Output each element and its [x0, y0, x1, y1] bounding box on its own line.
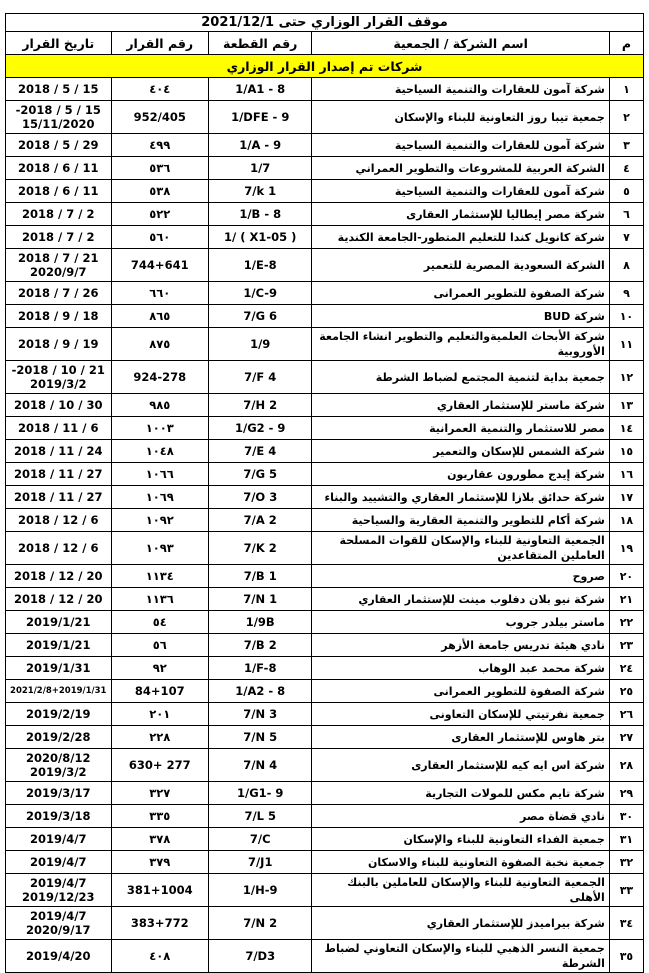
plot-number-cell: 1/F-8: [208, 657, 311, 680]
decision-date-cell: 2018 / 12 / 20: [6, 565, 112, 588]
row-number-cell: ٣٢: [609, 851, 643, 874]
decision-number-cell: ٥٣٨: [111, 180, 208, 203]
company-name-cell: جمعية نفرتيتي للإسكان التعاونى: [312, 703, 609, 726]
row-number-cell: ١٧: [609, 486, 643, 509]
plot-number-cell: 1/B - 8: [208, 203, 311, 226]
decision-status-table: [5, 13, 644, 973]
row-number-cell: ١٤: [609, 417, 643, 440]
row-number-cell: ١٨: [609, 509, 643, 532]
company-name-cell: صروح: [312, 565, 609, 588]
decision-number-cell: 744+641: [111, 249, 208, 282]
decision-date-cell: 2019/4/20: [6, 940, 112, 973]
table-row: [6, 749, 644, 782]
row-number-cell: ٩: [609, 282, 643, 305]
decision-date-cell: 2019/2/28: [6, 726, 112, 749]
company-name-cell: شركة تايم مكس للمولات التجارية: [312, 782, 609, 805]
table-row: [6, 282, 644, 305]
decision-number-cell: 84+107: [111, 680, 208, 703]
decision-date-cell: 2018 / 12 / 20: [6, 588, 112, 611]
table-row: [6, 532, 644, 565]
company-name-cell: شركة آمون للعقارات والتنمية السياحية: [312, 180, 609, 203]
row-number-cell: ١٦: [609, 463, 643, 486]
decision-number-cell: ١٠٠٣: [111, 417, 208, 440]
plot-number-cell: 1/9B: [208, 611, 311, 634]
decision-number-cell: ٢٢٨: [111, 726, 208, 749]
col-header-date: تاريخ القرار: [6, 32, 112, 55]
row-number-cell: ٤: [609, 157, 643, 180]
col-header-name: اسم الشركة / الجمعية: [312, 32, 609, 55]
row-number-cell: ٥: [609, 180, 643, 203]
decision-date-cell: 2019/1/21: [6, 634, 112, 657]
decision-date-cell: 2018 / 5 / 29: [6, 134, 112, 157]
row-number-cell: ٣٤: [609, 907, 643, 940]
decision-number-cell: ٣٢٧: [111, 782, 208, 805]
decision-date-cell: 2018 / 11 / 27: [6, 486, 112, 509]
plot-number-cell: 7/N 1: [208, 588, 311, 611]
page-title: موقف القرار الوزاري حتى 2021/12/1: [6, 14, 644, 32]
table-row: [6, 805, 644, 828]
row-number-cell: ٣٥: [609, 940, 643, 973]
decision-date-cell: 2018 / 6 / 11: [6, 180, 112, 203]
row-number-cell: ٢٢: [609, 611, 643, 634]
decision-number-cell: 381+1004: [111, 874, 208, 907]
decision-date-cell: 2019/2/19: [6, 703, 112, 726]
row-number-cell: ٢١: [609, 588, 643, 611]
decision-number-cell: ١١٣٦: [111, 588, 208, 611]
table-row: [6, 249, 644, 282]
col-header-index: م: [609, 32, 643, 55]
table-row: [6, 180, 644, 203]
decision-date-cell: 2018 / 9 / 18: [6, 305, 112, 328]
table-row: [6, 463, 644, 486]
plot-number-cell: 7/G 6: [208, 305, 311, 328]
company-name-cell: جمعية بداية لتنمية المجتمع لضباط الشرطة: [312, 361, 609, 394]
table-row: [6, 101, 644, 134]
decision-number-cell: ٢٠١: [111, 703, 208, 726]
table-row: [6, 78, 644, 101]
decision-date-cell: 2019/4/7 2020/9/17: [6, 907, 112, 940]
row-number-cell: ٢٤: [609, 657, 643, 680]
plot-number-cell: 7/A 2: [208, 509, 311, 532]
company-name-cell: شركة آمون للعقارات والتنمية السياحية: [312, 78, 609, 101]
plot-number-cell: 1/G2 - 9: [208, 417, 311, 440]
table-row: [6, 440, 644, 463]
decision-number-cell: ٥٦: [111, 634, 208, 657]
decision-number-cell: 383+772: [111, 907, 208, 940]
row-number-cell: ١٩: [609, 532, 643, 565]
plot-number-cell: 1/7: [208, 157, 311, 180]
row-number-cell: ٣٠: [609, 805, 643, 828]
company-name-cell: شركة BUD: [312, 305, 609, 328]
table-row: [6, 657, 644, 680]
row-number-cell: ٢٥: [609, 680, 643, 703]
company-name-cell: الشركة السعودية المصرية للتعمير: [312, 249, 609, 282]
plot-number-cell: 7/k 1: [208, 180, 311, 203]
table-row: [6, 361, 644, 394]
company-name-cell: شركة الصفوة للتطوير العمرانى: [312, 282, 609, 305]
table-row: [6, 328, 644, 361]
decision-number-cell: ٥٦٠: [111, 226, 208, 249]
company-name-cell: شركة الأبحاث العلميةوالتعليم والتطوير انشاء الجامعة الأوروبية: [312, 328, 609, 361]
decision-date-cell: 2018 / 6 / 11: [6, 157, 112, 180]
plot-number-cell: 7/E 4: [208, 440, 311, 463]
decision-date-cell: 2018 / 7 / 2: [6, 226, 112, 249]
company-name-cell: بتر هاوس للإستثمار العقارى: [312, 726, 609, 749]
decision-date-cell: 2019/4/7: [6, 828, 112, 851]
row-number-cell: ٨: [609, 249, 643, 282]
company-name-cell: الجمعية التعاونية للبناء والإسكان للعاملين بالبنك الأهلى: [312, 874, 609, 907]
plot-number-cell: 1/A - 9: [208, 134, 311, 157]
row-number-cell: ٢٠: [609, 565, 643, 588]
decision-date-cell: 2019/4/7: [6, 851, 112, 874]
plot-number-cell: 7/N 3: [208, 703, 311, 726]
row-number-cell: ١٣: [609, 394, 643, 417]
table-row: [6, 940, 644, 973]
row-number-cell: ٢٨: [609, 749, 643, 782]
table-row: [6, 611, 644, 634]
decision-date-cell: -2018 / 10 / 21 2019/3/2: [6, 361, 112, 394]
decision-number-cell: ٩٢: [111, 657, 208, 680]
row-number-cell: ٦: [609, 203, 643, 226]
plot-number-cell: 7/C: [208, 828, 311, 851]
company-name-cell: شركة حدائق بلازا للإستثمار العقاري والتشييد والبناء: [312, 486, 609, 509]
decision-number-cell: ١١٣٤: [111, 565, 208, 588]
plot-number-cell: 1/C-9: [208, 282, 311, 305]
decision-date-cell: 2018 / 7 / 2: [6, 203, 112, 226]
row-number-cell: ٣١: [609, 828, 643, 851]
plot-number-cell: 1/A2 - 8: [208, 680, 311, 703]
title-row: [6, 14, 644, 32]
company-name-cell: شركة بيراميدز للإستثمار العقاري: [312, 907, 609, 940]
table-row: [6, 588, 644, 611]
table-row: [6, 634, 644, 657]
table-row: [6, 417, 644, 440]
decision-date-cell: 2018 / 5 / 15: [6, 78, 112, 101]
decision-number-cell: ١٠٦٦: [111, 463, 208, 486]
decision-date-cell: 2018 / 12 / 6: [6, 532, 112, 565]
decision-number-cell: ٩٨٥: [111, 394, 208, 417]
company-name-cell: شركة ماستر للإستثمار العقاري: [312, 394, 609, 417]
company-name-cell: شركة نيو بلان دفلوب مينت للإستثمار العقاري: [312, 588, 609, 611]
decision-number-cell: 952/405: [111, 101, 208, 134]
decision-number-cell: ٨٧٥: [111, 328, 208, 361]
decision-date-cell: 2018 / 11 / 27: [6, 463, 112, 486]
table-row: [6, 565, 644, 588]
plot-number-cell: 7/G 5: [208, 463, 311, 486]
table-row: [6, 157, 644, 180]
company-name-cell: شركة آمون للعقارات والتنمية السياحية: [312, 134, 609, 157]
decision-number-cell: ٥٢٢: [111, 203, 208, 226]
decision-number-cell: ٨٦٥: [111, 305, 208, 328]
company-name-cell: الجمعية التعاونية للبناء والإسكان للقوات المسلحة العاملين المتقاعدين: [312, 532, 609, 565]
company-name-cell: ماستر بيلدر جروب: [312, 611, 609, 634]
decision-number-cell: 630+ 277: [111, 749, 208, 782]
decision-date-cell: 2018 / 9 / 19: [6, 328, 112, 361]
plot-number-cell: 7/H 2: [208, 394, 311, 417]
table-row: [6, 394, 644, 417]
table-row: [6, 203, 644, 226]
company-name-cell: شركة اس ايه كيه للإستثمار العقارى: [312, 749, 609, 782]
company-name-cell: جمعية تيبا روز التعاونية للبناء والإسكان: [312, 101, 609, 134]
decision-date-cell: 2018 / 7 / 26: [6, 282, 112, 305]
col-header-decision: رقم القرار: [111, 32, 208, 55]
company-name-cell: نادي قضاة مصر: [312, 805, 609, 828]
table-row: [6, 907, 644, 940]
row-number-cell: ٢٦: [609, 703, 643, 726]
decision-number-cell: ٣٧٩: [111, 851, 208, 874]
decision-date-cell: 2020/8/12 2019/3/2: [6, 749, 112, 782]
plot-number-cell: 7/O 3: [208, 486, 311, 509]
plot-number-cell: 7/F 4: [208, 361, 311, 394]
table-row: [6, 828, 644, 851]
company-name-cell: شركة مصر إيطاليا للإستثمار العقارى: [312, 203, 609, 226]
row-number-cell: ٧: [609, 226, 643, 249]
decision-date-cell: 2018 / 7 / 21 2020/9/7: [6, 249, 112, 282]
table-row: [6, 726, 644, 749]
table-row: [6, 851, 644, 874]
company-name-cell: مصر للاستثمار والتنمية العمرانية: [312, 417, 609, 440]
company-name-cell: جمعية نخبة الصفوة التعاونية للبناء والاسكان: [312, 851, 609, 874]
company-name-cell: شركة الصفوة للتطوير العمرانى: [312, 680, 609, 703]
company-name-cell: شركة محمد عبد الوهاب: [312, 657, 609, 680]
table-row: [6, 680, 644, 703]
decision-date-cell: 2019/1/31: [6, 657, 112, 680]
decision-date-cell: 2021/2/8+2019/1/31: [6, 680, 112, 703]
plot-number-cell: 1/DFE - 9: [208, 101, 311, 134]
company-name-cell: جمعية الفداء التعاونية للبناء والإسكان: [312, 828, 609, 851]
decision-date-cell: 2019/3/18: [6, 805, 112, 828]
decision-number-cell: 924-278: [111, 361, 208, 394]
company-name-cell: نادي هيئة تدريس جامعة الأزهر: [312, 634, 609, 657]
plot-number-cell: 1/A1 - 8: [208, 78, 311, 101]
table-row: [6, 226, 644, 249]
row-number-cell: ٣: [609, 134, 643, 157]
table-body: [6, 14, 644, 973]
decision-date-cell: 2019/1/21: [6, 611, 112, 634]
column-header-row: [6, 32, 644, 55]
table-row: [6, 134, 644, 157]
decision-date-cell: 2018 / 11 / 24: [6, 440, 112, 463]
decision-number-cell: ٥٣٦: [111, 157, 208, 180]
plot-number-cell: 1/E-8: [208, 249, 311, 282]
company-name-cell: شركة كانويل كندا للتعليم المتطور-الجامعة الكندية: [312, 226, 609, 249]
plot-number-cell: 7/N 2: [208, 907, 311, 940]
decision-number-cell: ١٠٩٢: [111, 509, 208, 532]
company-name-cell: شركة أكام للتطوير والتنمية العقارية والسياحية: [312, 509, 609, 532]
row-number-cell: ١٥: [609, 440, 643, 463]
plot-number-cell: 7/B 2: [208, 634, 311, 657]
company-name-cell: شركة إيدج مطورون عقاريون: [312, 463, 609, 486]
table-row: [6, 509, 644, 532]
company-name-cell: شركة الشمس للإسكان والتعمير: [312, 440, 609, 463]
row-number-cell: ٣٣: [609, 874, 643, 907]
row-number-cell: ٢٣: [609, 634, 643, 657]
decision-number-cell: ٦٦٠: [111, 282, 208, 305]
decision-number-cell: ١٠٦٩: [111, 486, 208, 509]
decision-number-cell: ٥٤: [111, 611, 208, 634]
row-number-cell: ١١: [609, 328, 643, 361]
decision-number-cell: ١٠٩٣: [111, 532, 208, 565]
plot-number-cell: 1/H-9: [208, 874, 311, 907]
decision-date-cell: -2018 / 5 / 15 15/11/2020: [6, 101, 112, 134]
table-row: [6, 782, 644, 805]
decision-date-cell: 2019/3/17: [6, 782, 112, 805]
decision-number-cell: ٤٠٨: [111, 940, 208, 973]
row-number-cell: ٢: [609, 101, 643, 134]
row-number-cell: ١: [609, 78, 643, 101]
decision-number-cell: ٤٩٩: [111, 134, 208, 157]
decision-date-cell: 2018 / 11 / 6: [6, 417, 112, 440]
plot-number-cell: 7/N 4: [208, 749, 311, 782]
decision-date-cell: 2018 / 10 / 30: [6, 394, 112, 417]
plot-number-cell: 7/N 5: [208, 726, 311, 749]
col-header-plot: رقم القطعة: [208, 32, 311, 55]
section-banner-row: [6, 55, 644, 78]
plot-number-cell: 7/L 5: [208, 805, 311, 828]
plot-number-cell: 7/J1: [208, 851, 311, 874]
decision-number-cell: ٣٣٥: [111, 805, 208, 828]
decision-number-cell: ٤٠٤: [111, 78, 208, 101]
row-number-cell: ٢٧: [609, 726, 643, 749]
row-number-cell: ٢٩: [609, 782, 643, 805]
row-number-cell: ١٢: [609, 361, 643, 394]
plot-number-cell: 1/9: [208, 328, 311, 361]
plot-number-cell: 7/K 2: [208, 532, 311, 565]
plot-number-cell: 1/G1- 9: [208, 782, 311, 805]
table-row: [6, 874, 644, 907]
table-row: [6, 305, 644, 328]
plot-number-cell: 7/B 1: [208, 565, 311, 588]
company-name-cell: جمعية النسر الذهبي للبناء والإسكان التعاوني لضباط الشرطة: [312, 940, 609, 973]
decision-date-cell: 2018 / 12 / 6: [6, 509, 112, 532]
section-banner: شركات تم إصدار القرار الوزاري: [6, 55, 644, 78]
plot-number-cell: 1/ ( X1-05 ): [208, 226, 311, 249]
decision-number-cell: ١٠٤٨: [111, 440, 208, 463]
plot-number-cell: 7/D3: [208, 940, 311, 973]
row-number-cell: ١٠: [609, 305, 643, 328]
decision-number-cell: ٣٧٨: [111, 828, 208, 851]
decision-date-cell: 2019/4/7 2019/12/23: [6, 874, 112, 907]
company-name-cell: الشركة العربية للمشروعات والتطوير العمراني: [312, 157, 609, 180]
table-row: [6, 703, 644, 726]
table-row: [6, 486, 644, 509]
